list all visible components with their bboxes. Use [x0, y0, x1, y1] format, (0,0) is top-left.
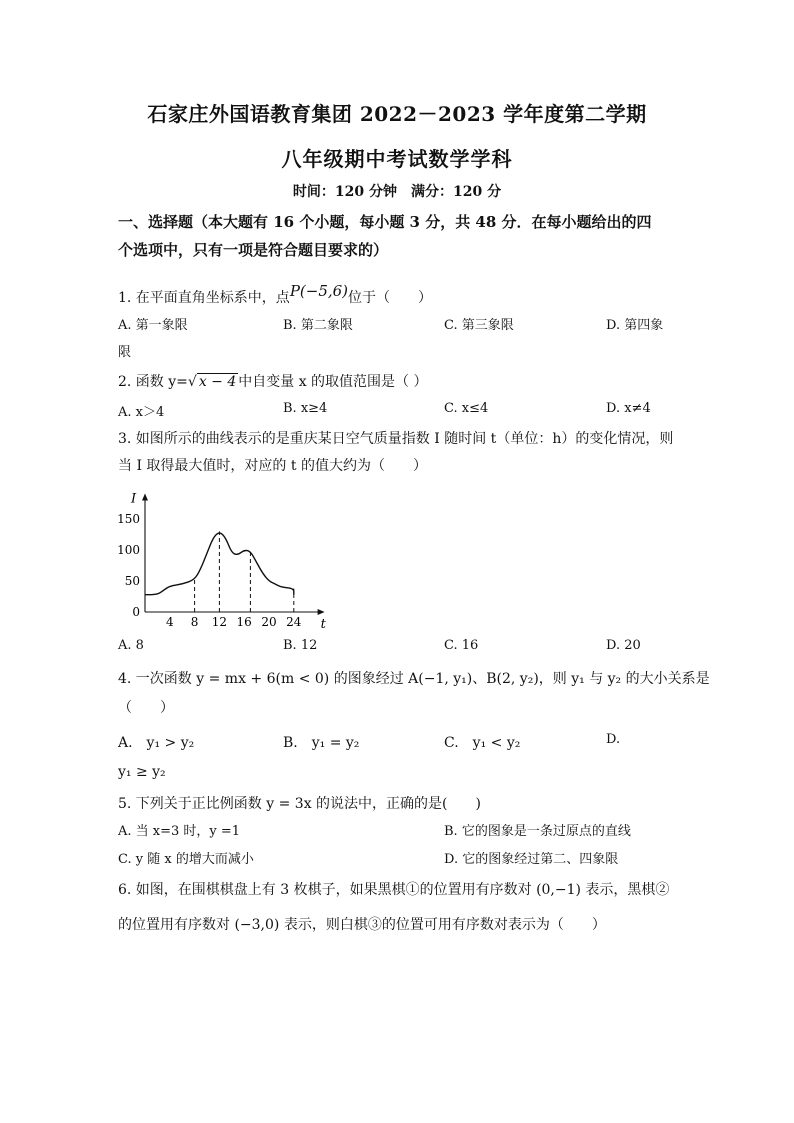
q3-option-b[interactable]: B. 12 [283, 638, 318, 653]
q5-option-c[interactable]: C. y 随 x 的增大而减小 [118, 852, 254, 867]
q4-option-b[interactable]: B. y₁ = y₂ [283, 735, 360, 751]
section-heading-line2: 个选项中，只有一项是符合题目要求的） [118, 241, 389, 259]
q3-option-c[interactable]: C. 16 [444, 638, 479, 653]
q1-option-d[interactable]: D. 第四象 [606, 318, 664, 333]
q1-option-a[interactable]: A. 第一象限 [118, 318, 188, 333]
x-tick-label: 4 [165, 615, 174, 629]
exam-subtitle: 八年级期中考试数学学科 [281, 147, 513, 171]
q1-option-c[interactable]: C. 第三象限 [444, 318, 514, 333]
y-tick-label: 0 [132, 605, 140, 619]
section-heading [118, 208, 678, 264]
question-1-point: P(−5,6) [289, 282, 349, 300]
q3-option-a[interactable]: A. 8 [118, 638, 144, 653]
y-axis-arrow [142, 494, 148, 501]
question-1 [118, 282, 433, 307]
section-heading-line1: 一、选择题（本大题有 16 个小题，每小题 3 分，共 48 分．在每小题给出的四 [118, 213, 652, 231]
x-axis-label: t [320, 617, 326, 632]
x-tick-label: 12 [211, 615, 228, 629]
q5-option-d[interactable]: D. 它的图象经过第二、四象限 [444, 852, 619, 867]
q4-option-d-wrap: y₁ ≥ y₂ [118, 764, 166, 780]
question-5-line: 5. 下列关于正比例函数 y = 3x 的说法中，正确的是( ) [118, 796, 481, 812]
y-tick-label: 50 [124, 574, 140, 588]
q4-option-a[interactable]: A. y₁ > y₂ [118, 735, 195, 751]
q1-option-d-wrap: 限 [118, 345, 132, 360]
y-tick-label: 100 [117, 543, 140, 557]
aqi-curve [145, 533, 294, 595]
q2-option-d[interactable]: D. x≠4 [606, 401, 651, 416]
q4-option-d[interactable]: D. [606, 732, 621, 747]
x-tick-label: 20 [261, 615, 277, 629]
question-2 [118, 371, 428, 391]
sqrt-sign: √ [187, 374, 197, 390]
q4-option-c[interactable]: C. y₁ < y₂ [444, 735, 521, 751]
question-2-radicand: x − 4 [198, 374, 237, 390]
question-6-line1: 6. 如图，在围棋棋盘上有 3 枚棋子，如果黑棋①的位置用有序数对 (0,−1) 表示，黑棋② [118, 882, 670, 898]
q2-option-b[interactable]: B. x≥4 [283, 401, 328, 416]
q2-option-c[interactable]: C. x≤4 [444, 401, 489, 416]
question-1-pre: 1. 在平面直角坐标系中，点 [118, 290, 290, 306]
air-quality-chart [115, 476, 335, 632]
x-tick-label: 16 [236, 615, 252, 629]
question-4-paren: （ ） [118, 700, 174, 716]
y-tick-label: 150 [117, 512, 140, 526]
q3-option-d[interactable]: D. 20 [606, 638, 641, 653]
q2-option-a[interactable]: A. x＞4 [118, 405, 165, 420]
question-4-line: 4. 一次函数 y = mx + 6(m < 0) 的图象经过 A(−1, y₁)、B(2, y₂)，则 y₁ 与 y₂ 的大小关系是 [118, 671, 710, 687]
exam-title: 石家庄外国语教育集团 2022－2023 学年度第二学期 [147, 102, 647, 126]
x-tick-label: 24 [286, 615, 302, 629]
x-axis-arrow [318, 609, 325, 615]
y-axis-label: I [131, 491, 137, 507]
q1-option-b[interactable]: B. 第二象限 [283, 318, 353, 333]
question-2-post: 中自变量 x 的取值范围是（ ） [238, 374, 428, 390]
x-tick-label: 8 [190, 615, 199, 629]
question-3-line1: 3. 如图所示的曲线表示的是重庆某日空气质量指数 I 随时间 t（单位：h）的变化情况，则 [118, 431, 674, 447]
question-3-line2: 当 I 取得最大值时，对应的 t 的值大约为（ ） [118, 458, 427, 474]
question-1-post: 位于（ ） [348, 290, 433, 306]
question-2-pre: 2. 函数 y= [118, 374, 188, 390]
exam-time-score: 时间：120 分钟 满分：120 分 [292, 184, 502, 200]
q5-option-a[interactable]: A. 当 x=3 时，y =1 [118, 824, 241, 839]
question-6-line2: 的位置用有序数对 (−3,0) 表示，则白棋③的位置可用有序数对表示为（ ） [118, 917, 606, 933]
q5-option-b[interactable]: B. 它的图象是一条过原点的直线 [444, 824, 631, 839]
